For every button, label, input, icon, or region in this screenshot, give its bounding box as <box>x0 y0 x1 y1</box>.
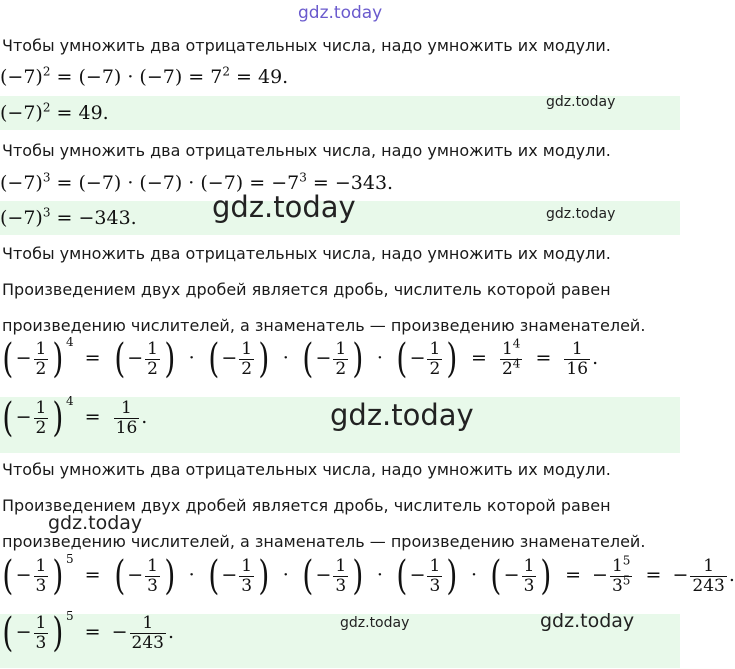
math-ex3-den: 2 <box>429 358 441 379</box>
math-symbols-rp: ) <box>352 336 364 382</box>
math-symbols-period: . <box>728 564 735 586</box>
math-ex4-num: 1 <box>335 555 347 576</box>
math-symbols-rp: ) <box>446 553 458 599</box>
math-ex3-pow_num: 1 <box>501 338 513 359</box>
ex2-answer-result: = −343. <box>50 207 137 229</box>
math-ex3-num: 1 <box>335 338 347 359</box>
math-ex4-sign: − <box>503 564 520 586</box>
math-symbols-eq: = <box>645 564 662 586</box>
math-symbols-dot: · <box>282 564 289 586</box>
ex2-work-chain-exp: 3 <box>299 170 307 185</box>
math-ex3-den: 2 <box>147 358 158 379</box>
math-symbols-dot: · <box>376 347 383 369</box>
watermark-top: gdz.today <box>298 3 383 23</box>
watermark-medium-2: gdz.today <box>540 610 635 632</box>
rule-multiply-negatives-3: Чтобы умножить два отрицательных числа, надо умножить их модули. <box>2 244 611 263</box>
math-symbols-lp: ( <box>113 336 125 382</box>
math-ex4-num: 1 <box>523 555 535 576</box>
math-symbols-lp: ( <box>2 336 14 382</box>
ex3-work <box>0 335 599 395</box>
math-symbols-minus: − <box>111 621 128 643</box>
math-ex4-sign: − <box>15 564 32 586</box>
ex4-result-fraction <box>690 555 726 596</box>
math-symbols-period: . <box>592 347 599 369</box>
math-ex3-sign: − <box>409 347 426 369</box>
math-symbols-lp: ( <box>396 553 408 599</box>
math-ex4-sign: − <box>409 564 426 586</box>
math-ex4-sign: − <box>15 621 32 643</box>
math-ex3-pow_den: 2 <box>501 358 513 379</box>
math-part <box>333 555 348 596</box>
watermark-medium-1: gdz.today <box>48 512 143 534</box>
watermark-large-2: gdz.today <box>330 398 474 432</box>
ex4-work-lhs <box>0 552 74 599</box>
math-ex4-den: 3 <box>241 575 253 596</box>
ex3-factor <box>394 336 460 382</box>
math-symbols-rp: ) <box>52 553 64 599</box>
math-symbols-lp: ( <box>2 553 14 599</box>
math-ex3-num: 1 <box>35 338 47 359</box>
math-symbols-rp: ) <box>52 395 64 441</box>
math-ex4-den: 3 <box>35 632 47 653</box>
ex1-work-base: (−7) <box>0 66 43 88</box>
ex1-answer-result: = 49. <box>50 102 109 124</box>
math-symbols-rp: ) <box>164 553 176 599</box>
math-symbols-minus: − <box>592 564 608 586</box>
math-ex3-sign: − <box>15 406 32 428</box>
math-symbols-lp: ( <box>396 336 408 382</box>
math-part <box>34 555 49 596</box>
math-symbols-eq: = <box>84 621 101 643</box>
math-symbols-eq: = <box>84 406 101 428</box>
math-ex3-res_den: 16 <box>566 358 589 379</box>
math-ex3-exp: 4 <box>65 335 74 349</box>
math-symbols-dot: · <box>376 564 383 586</box>
math-part <box>610 572 632 596</box>
math-part <box>239 555 254 596</box>
math-ex3-num: 1 <box>35 397 47 418</box>
math-symbols-lp: ( <box>302 336 314 382</box>
math-symbols-rp: ) <box>52 336 64 382</box>
math-ex4-res_num: 1 <box>690 558 726 577</box>
ex4-factor <box>488 553 554 599</box>
math-ex4-den: 3 <box>35 575 47 596</box>
math-symbols-lp: ( <box>113 553 125 599</box>
math-symbols-lp: ( <box>2 395 14 441</box>
math-ex3-res_num: 1 <box>114 400 140 419</box>
math-symbols-rp: ) <box>258 336 270 382</box>
math-ex4-num: 1 <box>35 555 47 576</box>
math-symbols-lp: ( <box>490 553 502 599</box>
math-ex3-num: 1 <box>241 338 253 359</box>
rule-fraction-product-line1-a: Произведением двух дробей является дробь, числитель которой равен <box>2 280 611 299</box>
watermark-small-3: gdz.today <box>340 615 410 631</box>
math-symbols-rp: ) <box>352 553 364 599</box>
ex1-work-exp: 2 <box>42 64 51 79</box>
ex3-answer-lhs <box>0 394 74 441</box>
ex3-answer-fraction <box>114 397 140 438</box>
math-part <box>427 555 442 596</box>
ex3-factor <box>300 336 366 382</box>
ex4-power-fraction <box>610 552 632 596</box>
math-ex3-pow_den_exp: 4 <box>512 355 521 370</box>
ex4-answer-fraction <box>130 612 166 653</box>
watermark-small-1: gdz.today <box>546 94 616 110</box>
ex2-work-result: = −343. <box>306 172 394 194</box>
math-part <box>34 338 49 379</box>
math-symbols-dot: · <box>470 564 478 586</box>
ex2-work-chain: = (−7) · (−7) · (−7) = −7 <box>50 172 300 194</box>
math-symbols-eq: = <box>535 347 552 369</box>
ex3-answer <box>0 394 148 454</box>
math-symbols-rp: ) <box>164 336 176 382</box>
math-ex3-num: 1 <box>147 338 158 359</box>
math-part <box>145 555 160 596</box>
math-ex3-den: 2 <box>35 417 47 438</box>
math-ex4-num: 1 <box>35 612 47 633</box>
math-ex4-den: 3 <box>335 575 347 596</box>
math-part <box>145 338 160 379</box>
math-part <box>34 397 49 438</box>
math-ex4-res_den: 243 <box>692 575 725 596</box>
math-symbols-lp: ( <box>208 336 220 382</box>
ex4-factor <box>206 553 272 599</box>
math-ex4-num: 1 <box>147 555 158 576</box>
math-part <box>239 338 254 379</box>
math-part <box>427 338 442 379</box>
math-symbols-eq: = <box>84 347 101 369</box>
math-ex3-sign: − <box>315 347 332 369</box>
math-symbols-rp: ) <box>52 610 64 656</box>
math-ex4-pow_num_exp: 5 <box>622 552 631 567</box>
math-ex4-sign: − <box>221 564 238 586</box>
ex3-work-lhs <box>0 335 74 382</box>
math-symbols-lp: ( <box>2 610 14 656</box>
rule-multiply-negatives-1: Чтобы умножить два отрицательных числа, надо умножить их модули. <box>2 36 611 55</box>
ex4-work <box>0 552 735 612</box>
ex1-work-result: = 49. <box>230 66 289 88</box>
math-symbols-lp: ( <box>208 553 220 599</box>
math-symbols-period: . <box>141 406 148 428</box>
math-symbols-rp: ) <box>540 553 552 599</box>
math-ex4-den: 3 <box>523 575 535 596</box>
math-symbols-minus: − <box>672 564 689 586</box>
math-ex3-exp: 4 <box>65 394 74 408</box>
math-ex4-den: 3 <box>429 575 441 596</box>
math-symbols-rp: ) <box>446 336 458 382</box>
ex1-work-chain-exp: 2 <box>222 64 230 79</box>
ex1-answer-exp: 2 <box>42 100 51 115</box>
math-ex4-exp: 5 <box>65 552 74 566</box>
math-ex3-pow_num_exp: 4 <box>512 335 521 350</box>
ex4-factor <box>394 553 460 599</box>
watermark-small-2: gdz.today <box>546 206 616 222</box>
math-symbols-eq: = <box>84 564 101 586</box>
math-ex4-pow_den: 3 <box>611 575 623 596</box>
math-ex4-sign: − <box>315 564 332 586</box>
math-ex3-num: 1 <box>429 338 441 359</box>
math-symbols-eq: = <box>470 347 487 369</box>
math-part <box>522 555 537 596</box>
math-part <box>500 355 522 379</box>
rule-fraction-product-line1-b: Произведением двух дробей является дробь, числитель которой равен <box>2 496 611 515</box>
math-symbols-rp: ) <box>258 553 270 599</box>
ex2-answer-exp: 3 <box>42 205 51 220</box>
rule-multiply-negatives-4: Чтобы умножить два отрицательных числа, надо умножить их модули. <box>2 460 611 479</box>
math-part <box>34 612 49 653</box>
math-ex3-den: 2 <box>35 358 47 379</box>
math-symbols-lp: ( <box>302 553 314 599</box>
ex3-factor <box>112 336 178 382</box>
ex1-answer-base: (−7) <box>0 102 43 124</box>
math-ex4-res_den: 243 <box>131 632 164 653</box>
ex3-result-fraction <box>564 338 590 379</box>
ex2-work-base: (−7) <box>0 172 43 194</box>
math-ex3-res_den: 16 <box>115 417 138 438</box>
math-symbols-dot: · <box>282 347 289 369</box>
rule-fraction-product-line2-b: произведению числителей, а знаменатель — произведению знаменателей. <box>2 532 646 551</box>
ex3-power-fraction <box>500 335 522 379</box>
math-ex4-exp: 5 <box>65 609 74 623</box>
math-symbols-dot: · <box>188 564 195 586</box>
ex1-work-chain: = (−7) · (−7) = 7 <box>50 66 223 88</box>
math-ex4-pow_num: 1 <box>611 555 623 576</box>
math-ex4-sign: − <box>127 564 144 586</box>
ex4-answer-lhs <box>0 609 74 656</box>
rule-fraction-product-line2-a: произведению числителей, а знаменатель — произведению знаменателей. <box>2 316 646 335</box>
math-ex4-den: 3 <box>147 575 158 596</box>
ex4-factor <box>300 553 366 599</box>
math-ex3-sign: − <box>127 347 144 369</box>
math-ex4-pow_den_exp: 5 <box>622 572 631 587</box>
rule-multiply-negatives-2: Чтобы умножить два отрицательных числа, надо умножить их модули. <box>2 141 611 160</box>
ex4-factor <box>112 553 178 599</box>
math-ex3-den: 2 <box>335 358 347 379</box>
math-part <box>333 338 348 379</box>
ex2-answer <box>0 207 137 229</box>
math-ex3-res_num: 1 <box>564 341 590 360</box>
watermark-large-1: gdz.today <box>212 190 356 224</box>
ex1-answer <box>0 102 109 124</box>
math-ex3-sign: − <box>15 347 32 369</box>
math-ex3-den: 2 <box>241 358 253 379</box>
ex2-answer-base: (−7) <box>0 207 43 229</box>
ex1-work <box>0 66 288 88</box>
math-symbols-eq: = <box>565 564 581 586</box>
math-ex3-sign: − <box>221 347 238 369</box>
math-symbols-dot: · <box>188 347 195 369</box>
math-ex4-num: 1 <box>241 555 253 576</box>
ex3-factor <box>206 336 272 382</box>
math-ex4-num: 1 <box>429 555 441 576</box>
ex4-answer <box>0 609 175 669</box>
math-ex4-res_num: 1 <box>130 615 166 634</box>
math-symbols-period: . <box>168 621 175 643</box>
ex2-work-exp: 3 <box>42 170 51 185</box>
